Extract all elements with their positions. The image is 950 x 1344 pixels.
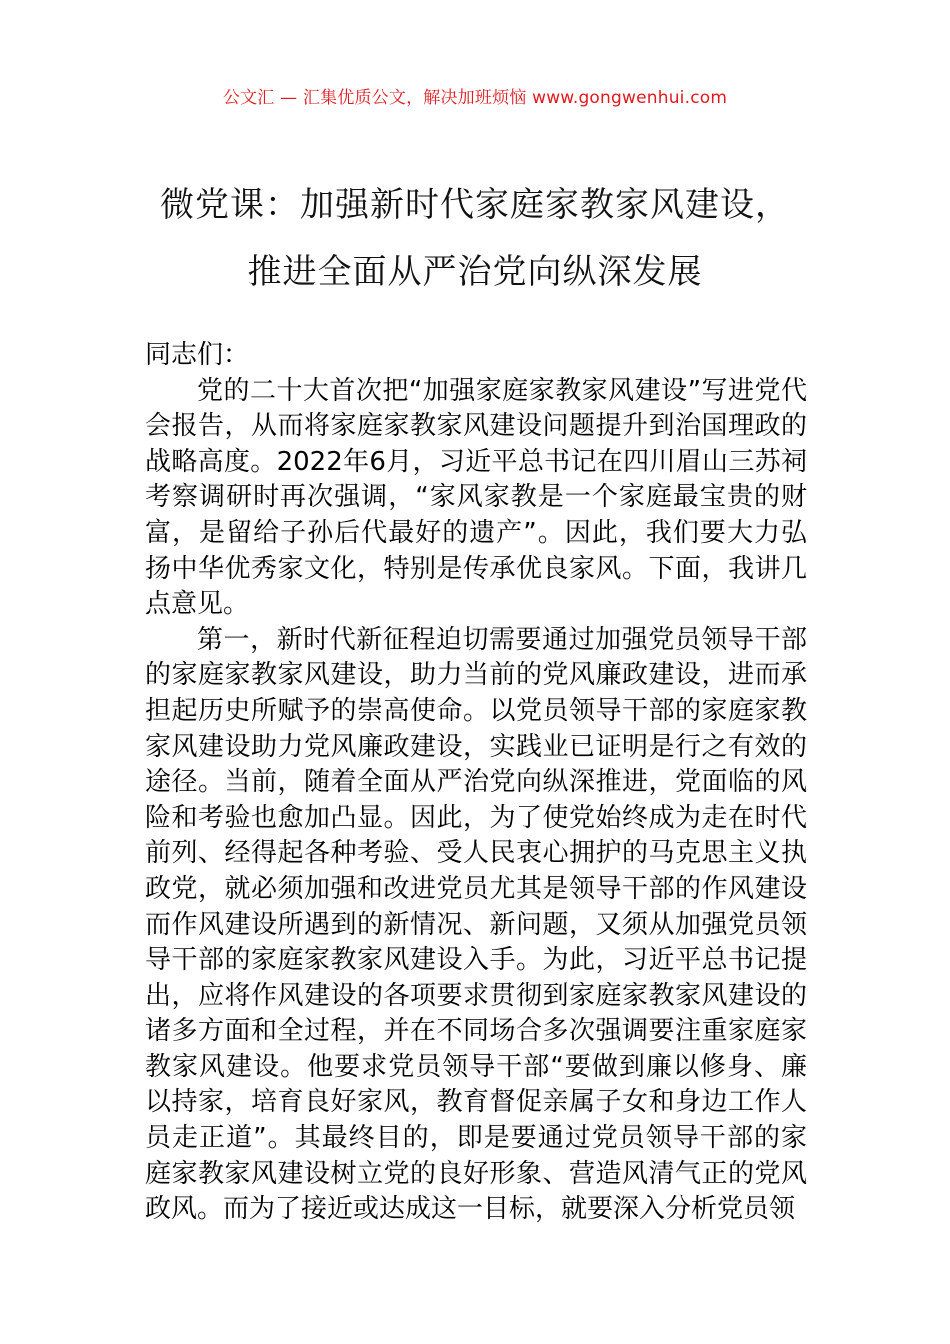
document-body [145, 338, 807, 1228]
paragraph-intro: 党的二十大首次把“加强家庭家教家风建设”写进党代会报告，从而将家庭家教家风建设问题提升到治国理政的战略高度。2022年6月，习近平总书记在四川眉山三苏祠考察调研时再次强调，“家风家教是一个家庭最宝贵的财富，是留给子孙后代最好的遗产”。因此，我们要大力弘扬中华优秀家文化，特别是传承优良家风。下面，我讲几点意见。 [145, 375, 807, 620]
header-banner[interactable]: 公文汇 — 汇集优质公文，解决加班烦恼 www.gongwenhui.com [222, 88, 728, 108]
salutation: 同志们： [145, 340, 250, 370]
page-title-line-1: 微党课：加强新时代家庭家教家风建设， [160, 185, 790, 225]
paragraph-first-point: 第一，新时代新征程迫切需要通过加强党员领导干部的家庭家教家风建设，助力当前的党风廉政建设，进而承担起历史所赋予的崇高使命。以党员领导干部的家庭家教家风建设助力党风廉政建设，实践业已证明是行之有效的途径。当前，随着全面从严治党向纵深推进，党面临的风险和考验也愈加凸显。因此，为了使党始终成为走在时代前列、经得起各种考验、受人民衷心拥护的马克思主义执政党，就必须加强和改进党员尤其是领导干部的作风建设而作风建设所遇到的新情况、新问题，又须从加强党员领导干部的家庭家教家风建设入手。为此，习近平总书记提出，应将作风建设的各项要求贯彻到家庭家教家风建设的诸多方面和全过程，并在不同场合多次强调要注重家庭家教家风建设。他要求党员领导干部“要做到廉以修身、廉以持家，培育良好家风，教育督促亲属子女和身边工作人员走正道”。其最终目的，即是要通过党员领导干部的家庭家教家风建设树立党的良好形象、营造风清气正的党风政风。而为了接近或达成这一目标，就要深入分析党员领 [145, 624, 807, 1225]
page-title-line-2: 推进全面从严治党向纵深发展 [247, 252, 703, 292]
